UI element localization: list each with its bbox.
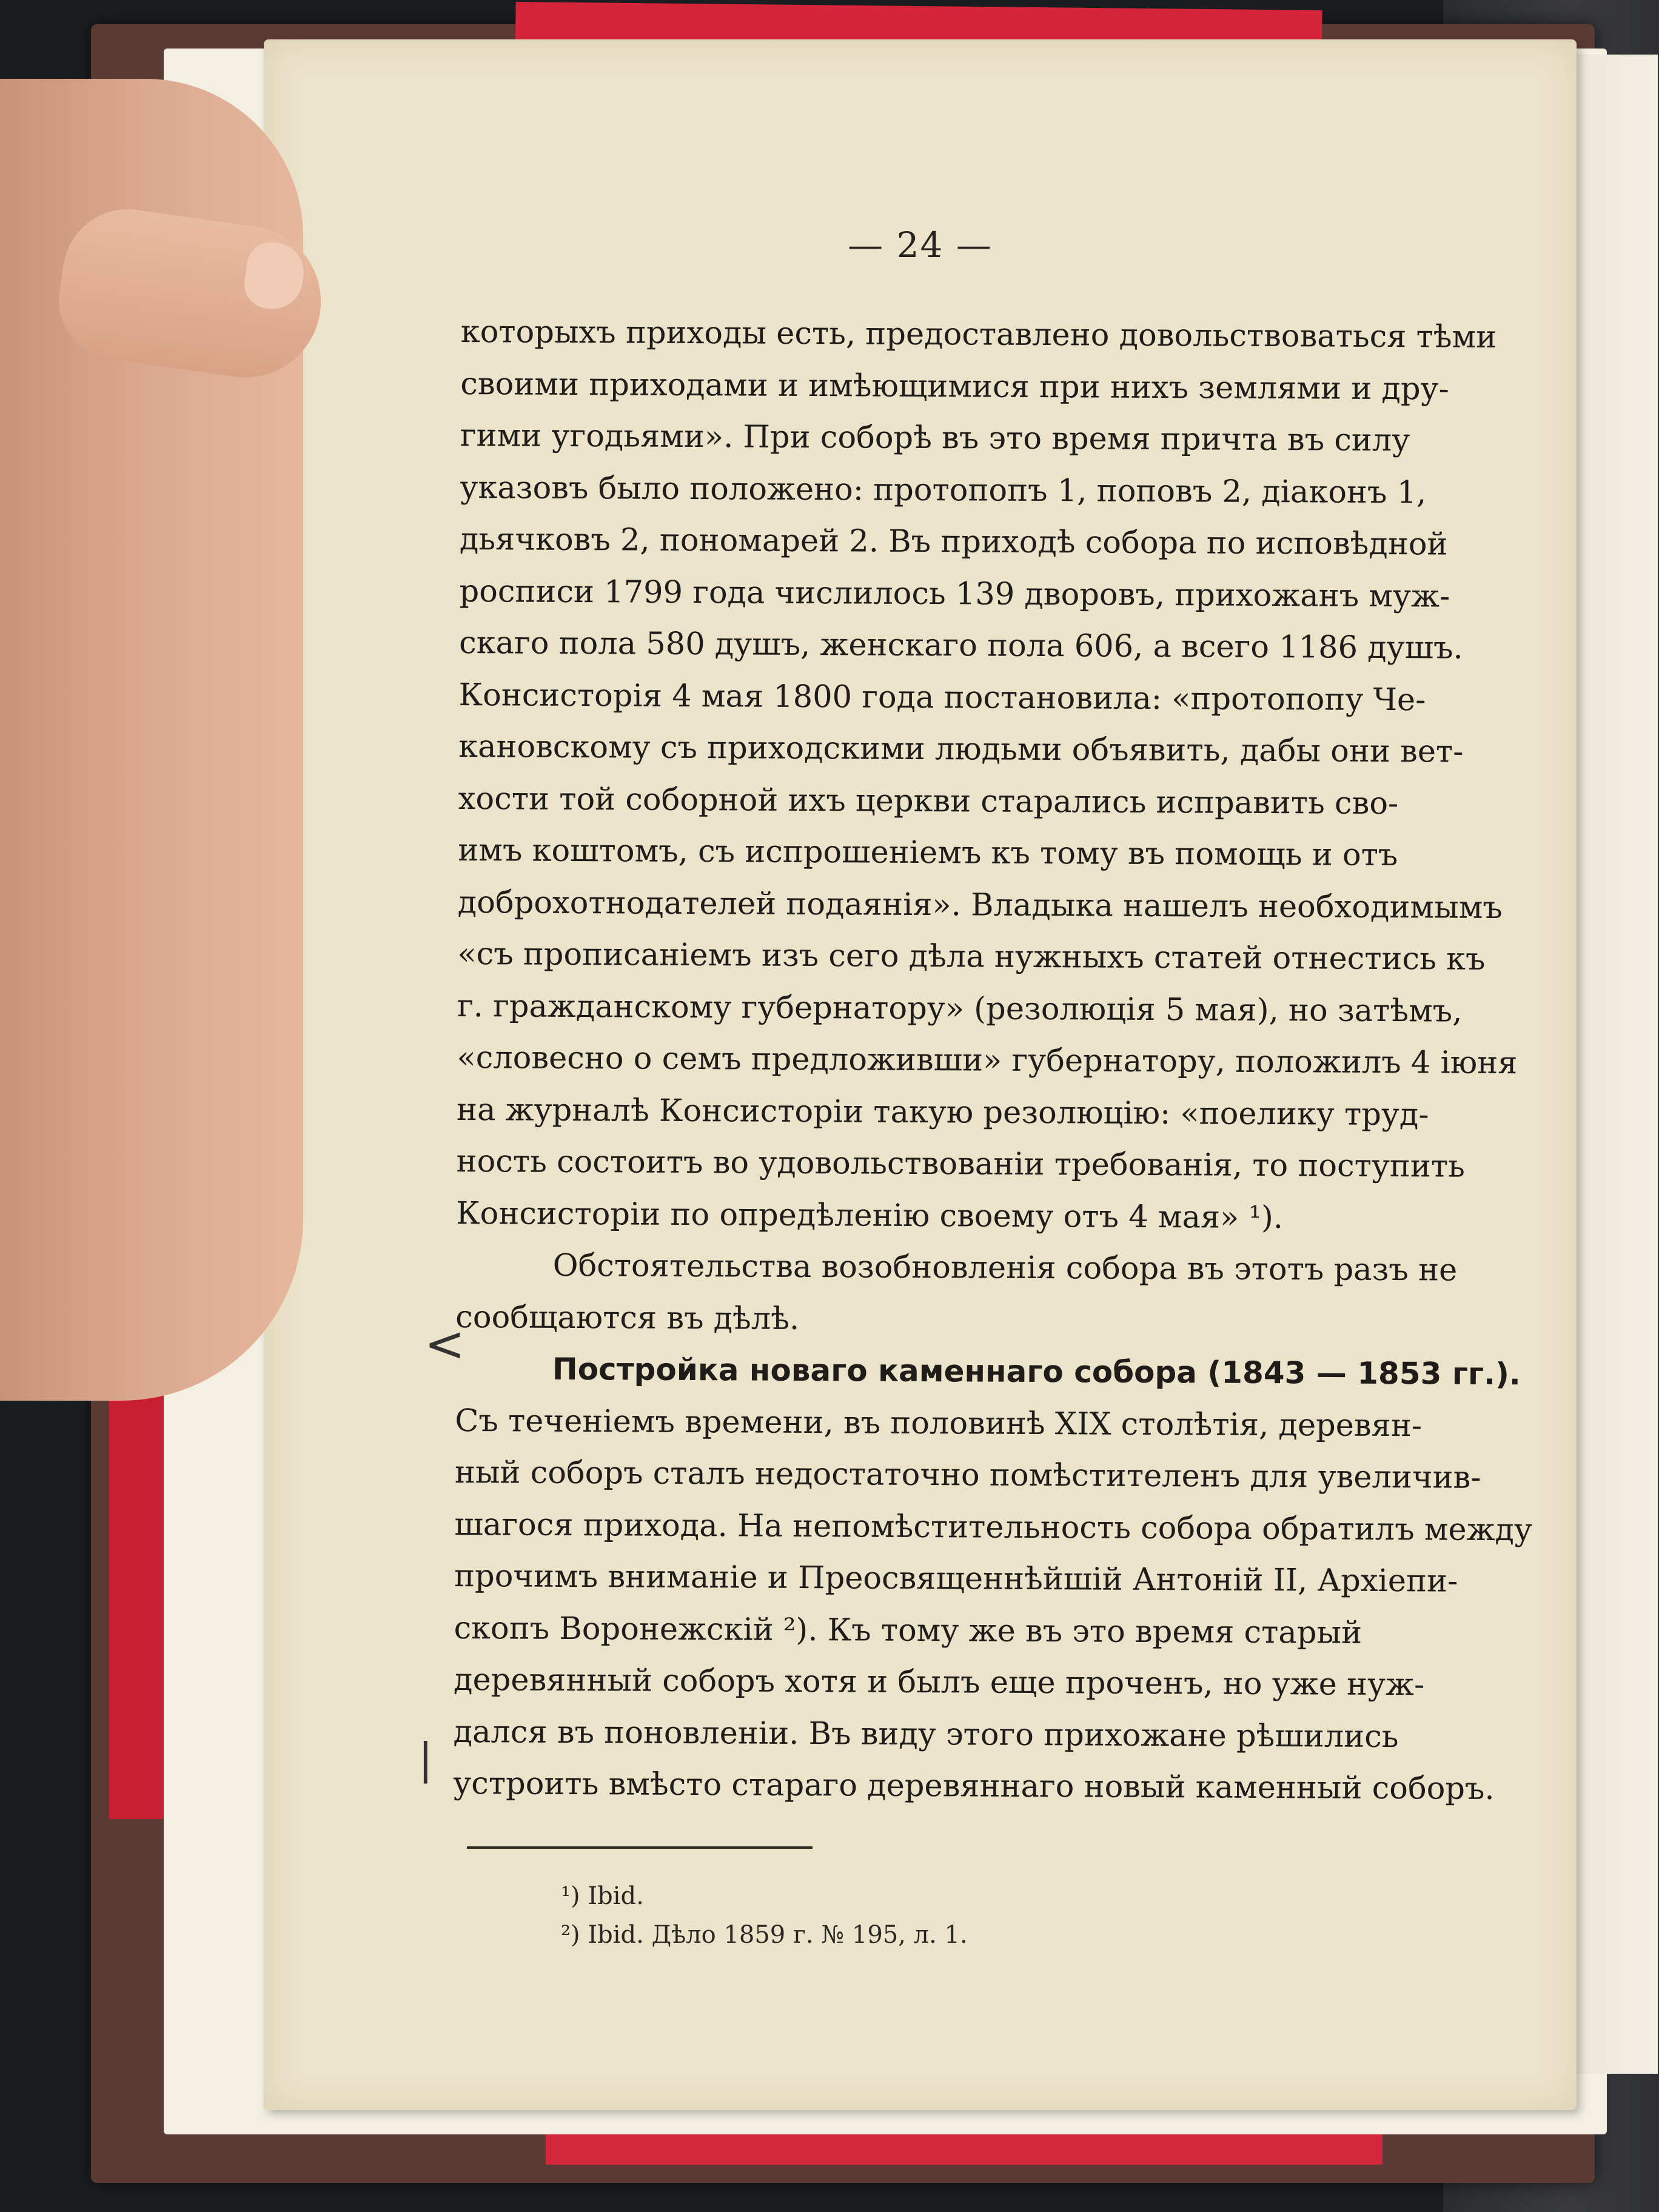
footnote: ¹) Ibid. (561, 1882, 644, 1910)
footnotes (561, 1877, 968, 1954)
text-line: на журналѣ Консисторіи такую резолюцію: «поелику труд- (456, 1091, 1429, 1133)
footnote: ²) Ibid. Дѣло 1859 г. № 195, л. 1. (561, 1921, 968, 1949)
text-line: Консисторіи по опредѣленію своему отъ 4 мая» ¹). (456, 1195, 1284, 1236)
text-line: хости той соборной ихъ церкви старались исправить сво- (458, 780, 1399, 822)
text-line: скопъ Воронежскій ²). Къ тому же въ это время старый (454, 1610, 1362, 1651)
text-line: которыхъ приходы есть, предоставлено довольствоваться тѣми (460, 313, 1497, 355)
pencil-margin-mark-icon: < (424, 1316, 466, 1372)
text-line: Консисторія 4 мая 1800 года постановила: «протопопу Че- (458, 677, 1426, 718)
text-line: ность состоитъ во удовольствованіи требованія, то поступить (456, 1143, 1466, 1185)
text-line: ный соборъ сталъ недостаточно помѣстителенъ для увеличив- (454, 1454, 1481, 1496)
text-line: Съ теченіемъ времени, въ половинѣ XIX столѣтія, деревян- (455, 1403, 1423, 1444)
text-line: «съ прописаніемъ изъ сего дѣла нужныхъ статей отнестись къ (457, 936, 1486, 977)
text-line: указовъ было положено: протопопъ 1, поповъ 2, діаконъ 1, (460, 469, 1427, 511)
text-line: кановскому съ приходскими людьми объявить, дабы они вет- (458, 728, 1464, 770)
page-body (453, 306, 1533, 1815)
text-line: дьячковъ 2, пономарей 2. Въ приходѣ собора по исповѣдной (459, 521, 1448, 563)
text-line: имъ коштомъ, съ испрошеніемъ къ тому въ помощь и отъ (458, 832, 1398, 874)
text-line: гими угодьями». При соборѣ въ это время причта въ силу (460, 417, 1410, 459)
footnote-divider (467, 1846, 813, 1849)
text-line: дался въ поновленіи. Въ виду этого прихожане рѣшились (453, 1714, 1399, 1755)
text-line: росписи 1799 года числилось 139 дворовъ, прихожанъ муж- (459, 573, 1450, 615)
section-heading: Постройка новаго каменнаго собора (1843 — 1853 гг.). (552, 1351, 1521, 1392)
text-line: шагося прихода. На непомѣстительность собора обратилъ между (454, 1506, 1533, 1548)
text-line: «словесно о семъ предложивши» губернатору, положилъ 4 іюня (457, 1039, 1518, 1082)
text-line: доброхотнодателей подаянія». Владыка нашелъ необходимымъ (457, 884, 1503, 926)
book-page (264, 39, 1577, 2110)
text-line: деревянный соборъ хотя и былъ еще проченъ, но уже нуж- (453, 1661, 1425, 1703)
text-line: Обстоятельства возобновленія собора въ этотъ разъ не (552, 1247, 1458, 1289)
pencil-margin-mark-icon: | (418, 1734, 433, 1784)
text-line: устроить вмѣсто стараго деревяннаго новый каменный соборъ. (453, 1765, 1495, 1807)
text-line: своими приходами и имѣющимися при нихъ землями и дру- (460, 366, 1449, 407)
text-line: г. гражданскому губернатору» (резолюція 5 мая), но затѣмъ, (457, 988, 1463, 1030)
text-line: сообщаются въ дѣлѣ. (455, 1299, 800, 1337)
page-number: — 24 — (848, 224, 993, 266)
text-line: скаго пола 580 душъ, женскаго пола 606, а всего 1186 душъ. (458, 625, 1463, 666)
text-line: прочимъ вниманіе и Преосвященнѣйшій Антоній II, Архіепи- (454, 1558, 1458, 1600)
